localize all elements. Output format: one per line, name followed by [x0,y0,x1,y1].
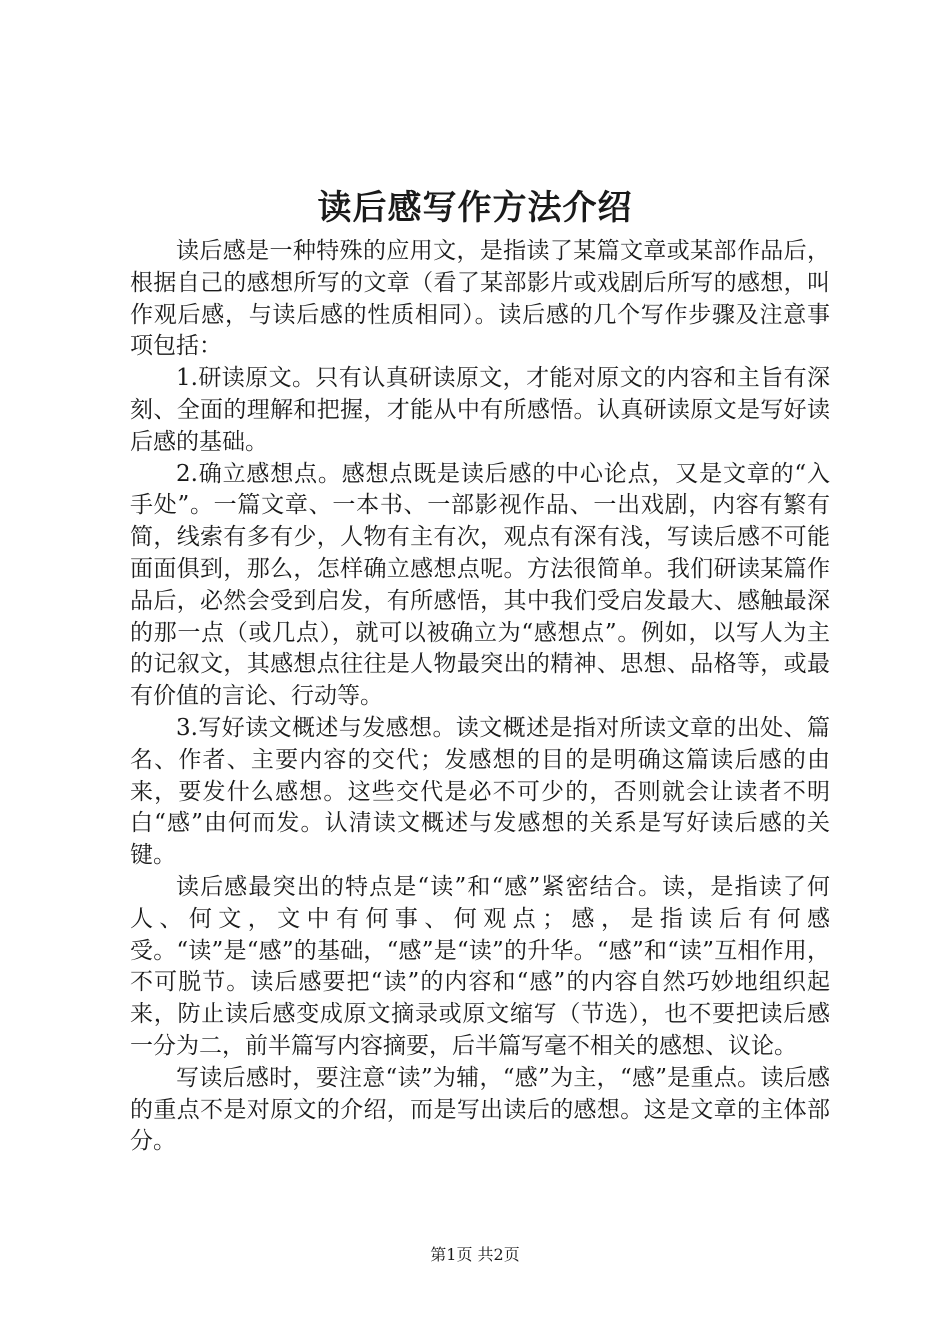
paragraph-step-3: 3.写好读文概述与发感想。读文概述是指对所读文章的出处、篇名、作者、主要内容的交代；发感想的目的是明确这篇读后感的由来，要发什么感想。这些交代是必不可少的，否则就会让读者不明白“感”由何而发。认清读文概述与发感想的关系是写好读后感的关键。 [130,714,830,869]
paragraph-intro: 读后感是一种特殊的应用文，是指读了某篇文章或某部作品后，根据自己的感想所写的文章（看了某部影片或戏剧后所写的感想，叫作观后感，与读后感的性质相同）。读后感的几个写作步骤及注意事项包括： [130,238,830,360]
page-number: 第1页 共2页 [430,1245,520,1264]
paragraph-focus: 写读后感时，要注意“读”为辅，“感”为主，“感”是重点。读后感的重点不是对原文的介绍，而是写出读后的感想。这是文章的主体部分。 [130,1064,830,1155]
document-title: 读后感写作方法介绍 [317,188,633,228]
document-body [130,236,830,1158]
paragraph-feature: 读后感最突出的特点是“读”和“感”紧密结合。读，是指读了何人、何文，文中有何事、何观点；感，是指读后有何感受。“读”是“感”的基础，“感”是“读”的升华。“感”和“读”互相作用，不可脱节。读后感要把“读”的内容和“感”的内容自然巧妙地组织起来，防止读后感变成原文摘录或原文缩写（节选），也不要把读后感一分为二，前半篇写内容摘要，后半篇写毫不相关的感想、议论。 [130,873,830,1059]
paragraph-step-2: 2.确立感想点。感想点既是读后感的中心论点，又是文章的“入手处”。一篇文章、一本书、一部影视作品、一出戏剧，内容有繁有简，线索有多有少，人物有主有次，观点有深有浅，写读后感不可能面面俱到，那么，怎样确立感想点呢。方法很简单。我们研读某篇作品后，必然会受到启发，有所感悟，其中我们受启发最大、感触最深的那一点（或几点），就可以被确立为“感想点”。例如，以写人为主的记叙文，其感想点往往是人物最突出的精神、思想、品格等，或最有价值的言论、行动等。 [130,460,830,710]
paragraph-step-1: 1.研读原文。只有认真研读原文，才能对原文的内容和主旨有深刻、全面的理解和把握，才能从中有所感悟。认真研读原文是写好读后感的基础。 [130,365,830,455]
